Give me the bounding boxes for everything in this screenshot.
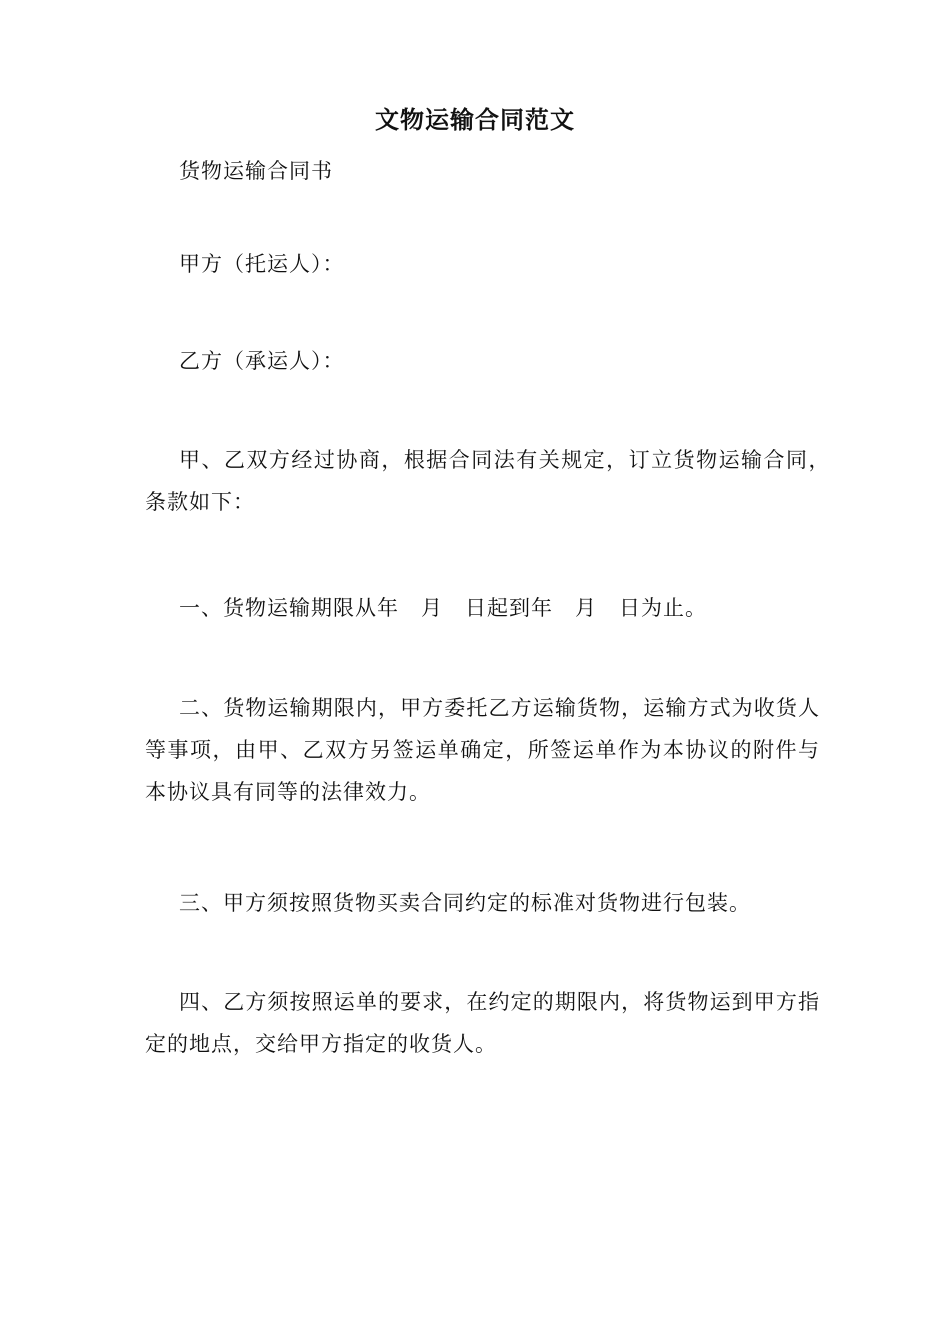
party-b-line: 乙方（承运人）： — [179, 349, 345, 373]
intro-paragraph: 甲、乙双方经过协商，根据合同法有关规定，订立货物运输合同， 条款如下： — [145, 448, 842, 514]
clause-1: 一、货物运输期限从年 月 日起到年 月 日为止。 — [179, 596, 707, 620]
document-title: 文物运输合同范文 — [375, 105, 575, 134]
subtitle: 货物运输合同书 — [179, 159, 333, 183]
party-a-line: 甲方（托运人）： — [179, 252, 345, 276]
clause-2: 二、货物运输期限内，甲方委托乙方运输货物，运输方式为收货人等事项，由甲、乙双方另签运单确定，所签运单作为本协议的附件与本协议具有同等的法律效力。 — [145, 696, 820, 804]
clause-3: 三、甲方须按照货物买卖合同约定的标准对货物进行包装。 — [179, 891, 751, 915]
clause-4: 四、乙方须按照运单的要求，在约定的期限内，将货物运到甲方指定的地点，交给甲方指定的收货人。 — [145, 990, 820, 1056]
